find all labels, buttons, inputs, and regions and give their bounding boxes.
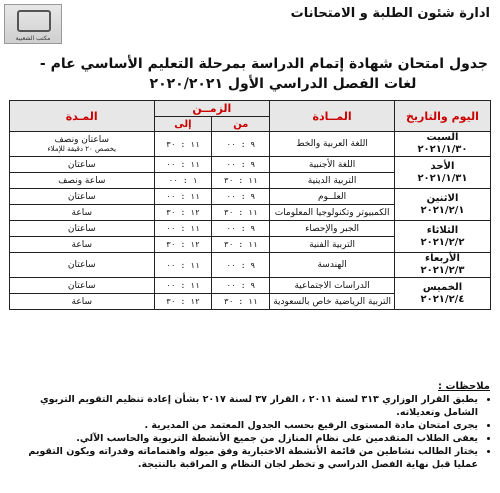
note-item: • يختار الطالب نشاطين من قائمة الأنشطة الاختيارية وفق ميوله واهتماماته وقدراته ويكون التقويم عمليا قبل نهاية الفصل الدراسي و تخطر لجان النظام و المراقبة بالنتيجة. (8, 445, 478, 471)
time-from-cell: ٩ : ٠٠ (212, 253, 270, 278)
subject-cell: الكمبيوتر وتكنولوجيا المعلومات (270, 205, 395, 221)
duration-text: ساعتان ونصف (54, 135, 110, 145)
header (0, 0, 500, 50)
time-to-cell: ١١ : ٠٠ (154, 189, 212, 205)
title-line-1: جدول امتحان شهادة إتمام الدراسة بمرحلة التعليم الأساسي عام - (39, 56, 488, 72)
logo-emblem-icon (17, 10, 51, 32)
notes-title: ملاحظات : (437, 381, 490, 392)
time-to-cell: ١١ : ٣٠ (154, 132, 212, 157)
duration-text: ساعتان (67, 223, 96, 234)
day-cell (394, 132, 490, 157)
duration-cell (10, 237, 155, 253)
day-cell (394, 189, 490, 221)
duration-cell (10, 189, 155, 205)
subject-cell: العلــوم (270, 189, 395, 205)
time-to-cell: ١ : ٠٠ (154, 173, 212, 189)
time-from-cell: ١١ : ٣٠ (212, 237, 270, 253)
day-date: ٢٠٢١/٢/٣ (420, 265, 465, 276)
duration-cell (10, 205, 155, 221)
day-name: الأحد (430, 160, 455, 172)
header-subject: المــادة (270, 101, 395, 132)
page-title (18, 54, 488, 94)
day-date: ٢٠٢١/١/٣١ (417, 172, 468, 184)
subject-cell: الجبر والإحصاء (270, 221, 395, 237)
schedule-body (10, 132, 491, 310)
note-item: • يطبق القرار الوزاري ٣١٣ لسنة ٢٠١١ ، القرار ٣٧ لسنة ٢٠١٧ بشأن إعادة تنظيم التقويم التربوي الشامل وتعديلاته. (8, 393, 478, 419)
time-from-cell: ٩ : ٠٠ (212, 189, 270, 205)
table-row (10, 221, 491, 237)
header-duration: المـدة (10, 101, 155, 132)
duration-text: ساعتان (67, 280, 96, 291)
exam-schedule-table (9, 100, 491, 310)
note-item: • يعفى الطلاب المتقدمين على نظام المنازل من جميع الأنشطة التربوية والحاسب الآلي. (8, 432, 478, 445)
table-row (10, 189, 491, 205)
time-to-cell: ١١ : ٠٠ (154, 221, 212, 237)
time-from-cell: ٩ : ٠٠ (212, 157, 270, 173)
header-day: اليوم والتاريخ (394, 101, 490, 132)
time-to-cell: ١١ : ٠٠ (154, 157, 212, 173)
time-from-cell: ٩ : ٠٠ (212, 278, 270, 294)
day-cell (394, 253, 490, 278)
time-from-cell: ٩ : ٠٠ (212, 221, 270, 237)
time-from-cell: ٩ : ٠٠ (212, 132, 270, 157)
table-row (10, 278, 491, 294)
duration-text: ساعتان (67, 260, 96, 270)
day-date: ٢٠٢١/٢/١ (420, 204, 465, 216)
day-cell (394, 278, 490, 310)
day-name: الاثنين (426, 192, 459, 204)
duration-cell (10, 253, 155, 278)
header-to: إلى (154, 117, 212, 132)
notes-list (8, 393, 490, 471)
time-from-cell: ١١ : ٣٠ (212, 294, 270, 310)
time-to-cell: ١٢ : ٣٠ (154, 237, 212, 253)
institution-logo (4, 4, 62, 44)
duration-cell (10, 157, 155, 173)
day-name: الثلاثاء (426, 224, 459, 236)
duration-cell (10, 173, 155, 189)
subject-cell: اللغة الأجنبية (270, 157, 395, 173)
notes-section (8, 380, 490, 471)
subject-cell: التربية الرياضية خاص بالسعودية (270, 294, 395, 310)
time-from-cell: ١١ : ٣٠ (212, 173, 270, 189)
time-to-cell: ١١ : ٠٠ (154, 278, 212, 294)
time-to-cell: ١٢ : ٣٠ (154, 205, 212, 221)
logo-caption: مكتب الشعبية (15, 35, 51, 42)
time-to-cell: ١٢ : ٣٠ (154, 294, 212, 310)
time-to-cell: ١١ : ٠٠ (154, 253, 212, 278)
time-from-cell: ١١ : ٣٠ (212, 205, 270, 221)
day-cell (394, 157, 490, 189)
day-cell (394, 221, 490, 253)
table-row (10, 132, 491, 157)
duration-cell (10, 132, 155, 157)
duration-cell (10, 294, 155, 310)
duration-text: ساعة (71, 296, 92, 307)
header-from: من (212, 117, 270, 132)
duration-note: يخصص ٢٠ دقيقة للإملاء (47, 145, 117, 153)
duration-cell (10, 278, 155, 294)
subject-cell: اللغة العربية والخط (270, 132, 395, 157)
duration-text: ساعة ونصف (58, 175, 106, 186)
day-date: ٢٠٢١/٢/٤ (420, 293, 465, 305)
table-row (10, 253, 491, 278)
day-name: الخميس (422, 281, 463, 293)
duration-text: ساعة (71, 207, 92, 218)
duration-text: ساعتان (67, 159, 96, 170)
subject-cell: الهندسة (270, 253, 395, 278)
header-time: الزمــن (154, 101, 270, 117)
title-line-2: لغات الفصل الدراسي الأول ٢٠٢٠/٢٠٢١ (149, 76, 417, 92)
subject-cell: التربية الفنية (270, 237, 395, 253)
day-date: ٢٠٢١/٢/٢ (420, 236, 465, 248)
duration-cell (10, 221, 155, 237)
department-name: ادارة شئون الطلبة و الامتحانات (290, 6, 490, 21)
table-row (10, 157, 491, 173)
subject-cell: الدراسات الاجتماعية (270, 278, 395, 294)
duration-text: ساعتان (67, 191, 96, 202)
note-item: • يجرى امتحان مادة المستوى الرفيع بحسب الجدول المعتمد من المديرية . (8, 419, 478, 432)
day-name: الأربعاء (425, 253, 460, 264)
duration-text: ساعة (71, 239, 92, 250)
day-date: ٢٠٢١/١/٣٠ (417, 144, 468, 155)
subject-cell: التربية الدينية (270, 173, 395, 189)
day-name: السبت (426, 132, 459, 143)
